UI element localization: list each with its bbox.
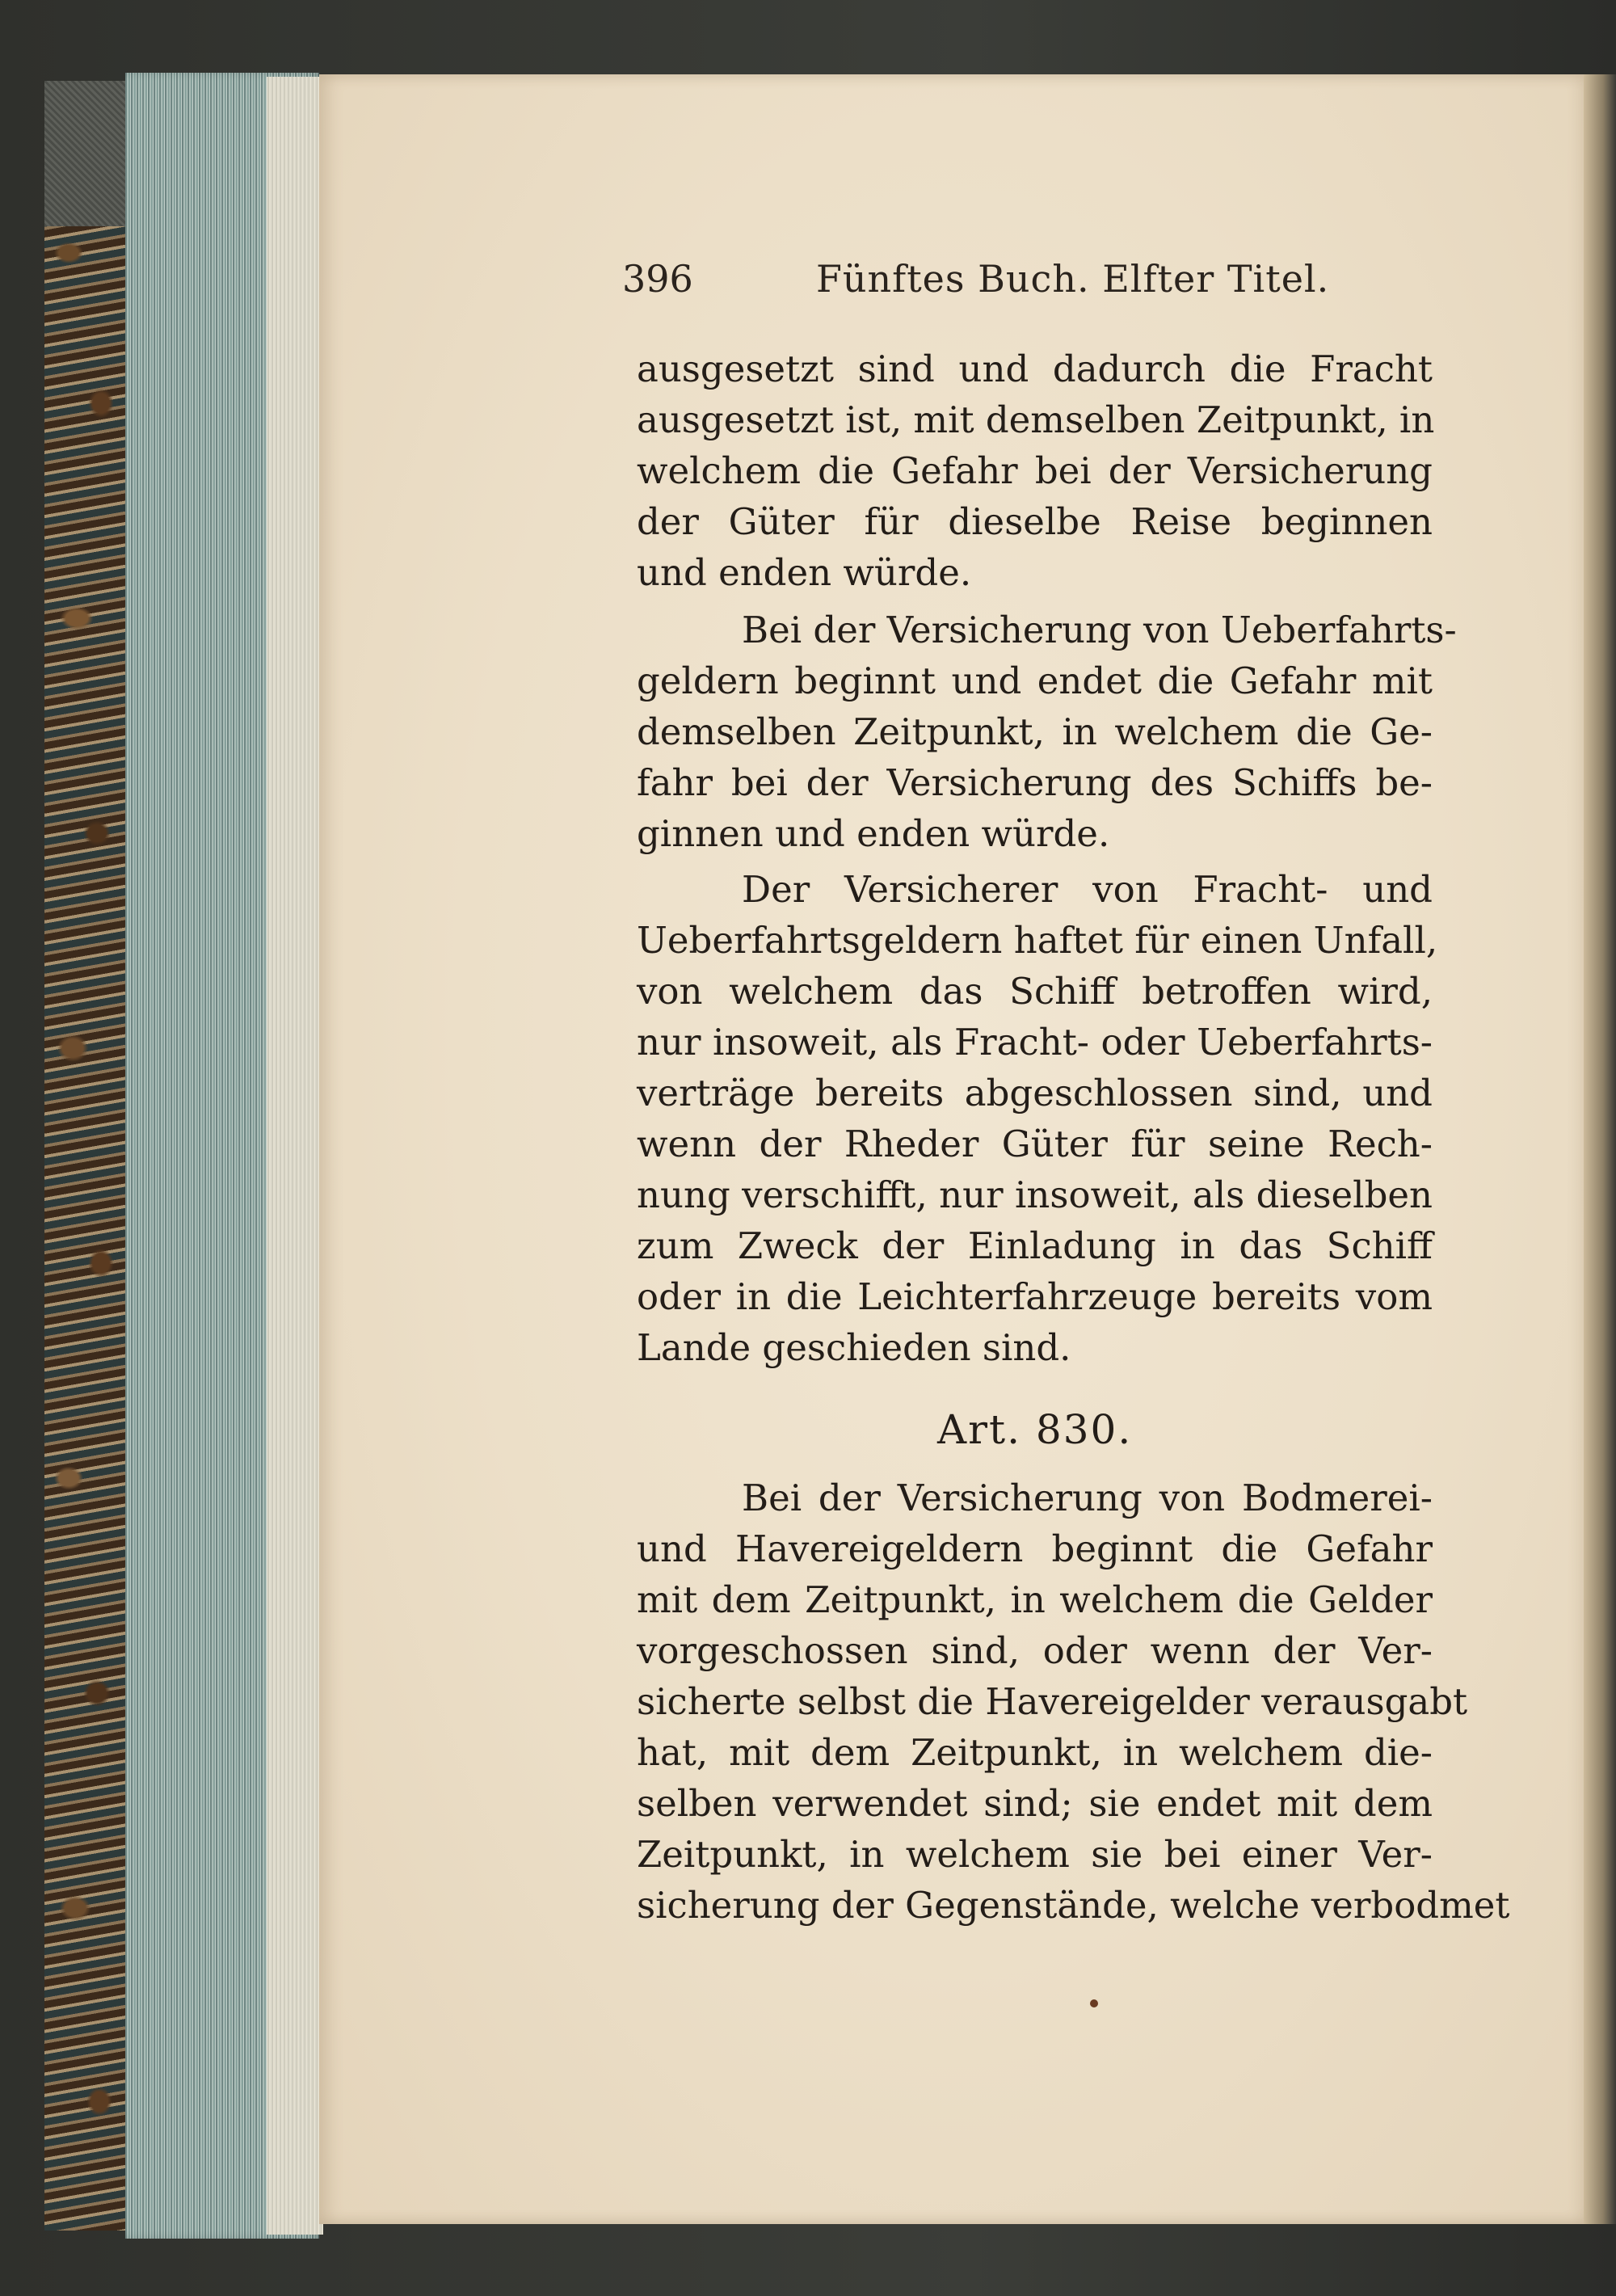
ink-speck [1090, 1999, 1098, 2007]
text-line: nur insoweit, als Fracht- oder Ueberfahrts- [637, 1021, 1433, 1064]
text-line: ginnen und enden würde. [637, 812, 1110, 855]
running-title: Fünftes Buch. Elfter Titel. [816, 257, 1330, 301]
text-line: selben verwendet sind; sie endet mit dem [637, 1782, 1433, 1825]
text-line: vorgeschossen sind, oder wenn der Ver- [637, 1629, 1433, 1672]
text-line: Lande geschieden sind. [637, 1326, 1071, 1369]
text-line: demselben Zeitpunkt, in welchem die Ge- [637, 710, 1433, 753]
text-line: Der Versicherer von Fracht- und [742, 868, 1433, 911]
text-line: oder in die Leichterfahrzeuge bereits vom [637, 1275, 1433, 1318]
text-line: Bei der Versicherung von Ueberfahrts- [742, 609, 1457, 651]
text-line: Bei der Versicherung von Bodmerei- [742, 1477, 1433, 1519]
text-line: Ueberfahrtsgeldern haftet für einen Unfall, [637, 919, 1438, 962]
text-line: ausgesetzt ist, mit demselben Zeitpunkt, in [637, 398, 1435, 441]
text-line: nung verschifft, nur insoweit, als dieselben [637, 1173, 1433, 1216]
text-line: von welchem das Schiff betroffen wird, [637, 970, 1433, 1013]
text-line: und enden würde. [637, 551, 972, 594]
paragraph-3 [637, 864, 1438, 1373]
article-paragraph [637, 1472, 1510, 1931]
text-line: welchem die Gefahr bei der Versicherung [637, 449, 1433, 492]
text-line: verträge bereits abgeschlossen sind, und [637, 1072, 1433, 1114]
text-line: sicherung der Gegenstände, welche verbodmet [637, 1884, 1510, 1927]
text-line: mit dem Zeitpunkt, in welchem die Gelder [637, 1578, 1433, 1621]
text-line: zum Zweck der Einladung in das Schiff [637, 1224, 1433, 1267]
paragraph-1 [637, 343, 1433, 598]
text-line: der Güter für dieselbe Reise beginnen [637, 500, 1433, 543]
paragraph-2 [637, 605, 1457, 859]
article-heading: Art. 830. [937, 1406, 1133, 1453]
text-line: wenn der Rheder Güter für seine Rech- [637, 1123, 1433, 1165]
page-number: 396 [622, 257, 693, 301]
text-line: und Havereigeldern beginnt die Gefahr [637, 1527, 1433, 1570]
text-line: Zeitpunkt, in welchem sie bei einer Ver- [637, 1833, 1433, 1876]
text-line: sicherte selbst die Havereigelder verausgabt [637, 1680, 1468, 1723]
text-line: fahr bei der Versicherung des Schiffs be- [637, 761, 1433, 804]
marbled-book-cover [44, 81, 128, 2231]
book-cover-cloth [44, 81, 125, 226]
page-gutter-shadow [1584, 74, 1616, 2224]
text-line: geldern beginnt und endet die Gefahr mit [637, 659, 1433, 702]
page-block-inner-edges [267, 77, 323, 2235]
page-header [622, 242, 1430, 315]
text-line: ausgesetzt sind und dadurch die Fracht [637, 348, 1433, 390]
text-line: hat, mit dem Zeitpunkt, in welchem die- [637, 1731, 1433, 1774]
